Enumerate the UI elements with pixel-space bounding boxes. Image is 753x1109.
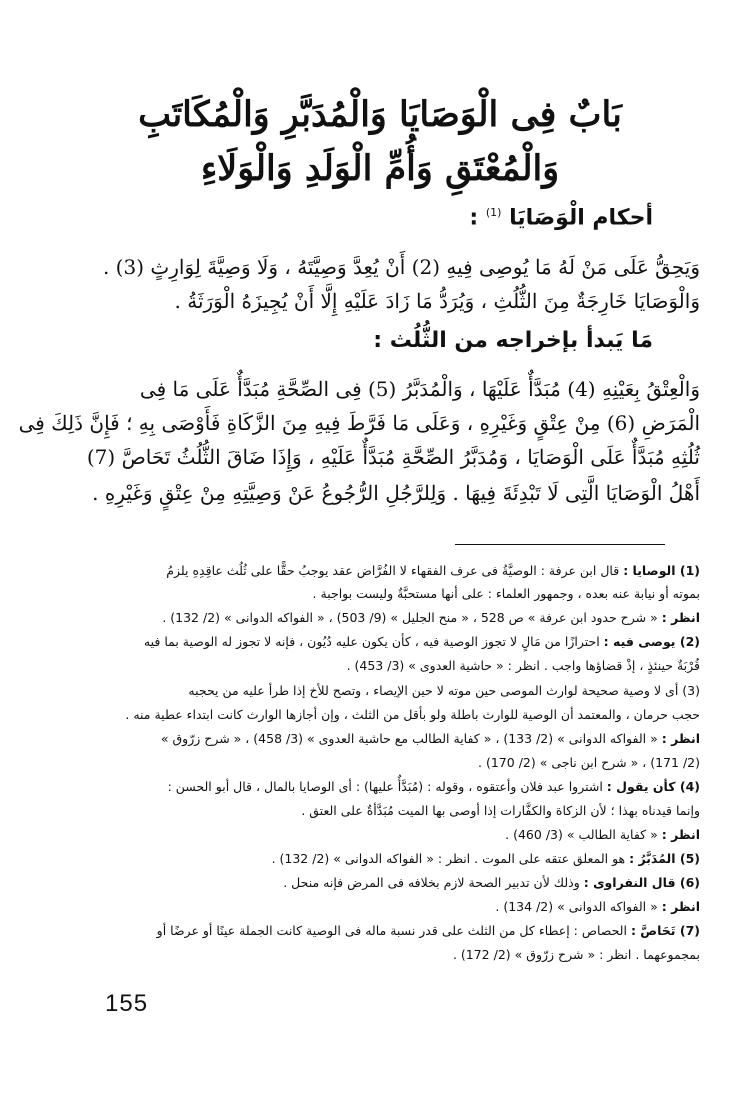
footnote-line: انظر : « الفواكه الدوانى » (2/ 134) .	[495, 899, 700, 914]
footnote-line: وإنما قيدناه بهذا ؛ لأن الزكاة والكفَّارات إذا أوصى بها الميت مُبَدَّأةٌ على العتق .	[301, 803, 700, 818]
footnote-line: (3) أى لا وصية صحيحة لوارث الموصى حين موته لا حين الإيصاء ، وتصح للأخ إذا طرأ عليه من يحجبه	[188, 683, 700, 698]
footnote-line: (1) الوصايا : قال ابن عرفة : الوصيَّةُ فى عرف الفقهاء لا الفُرَّاض عقد يوجبُ حقًّا على ثُلُث عاقِدِهِ يلزمُ	[166, 563, 700, 578]
footnote-line: انظر : « الفواكه الدوانى » (2/ 133) ، « كفاية الطالب مع حاشية العدوى » (3/ 458) ، « شرح زرّوق »	[160, 731, 700, 746]
section-heading-third: مَا يَبدأ بإخراجه من الثُّلُث :	[373, 328, 653, 353]
footnote-separator	[455, 544, 665, 545]
chapter-title-line-1: بَابٌ فِى الْوَصَايَا وَالْمُدَبَّرِ وَالْمُكَاتَبِ	[138, 94, 622, 135]
footnote-line: بمجموعهما . انظر : « شرح زرّوق » (2/ 172) .	[452, 947, 700, 962]
body-paragraph-line: وَالْوَصَايَا خَارِجَةٌ مِنَ الثُّلُثِ ، وَيُرَدُّ مَا زَادَ عَلَيْهِ إِلَّا أَنْ يُجِيزَهُ الْوَرَثَةُ .	[174, 289, 700, 313]
footnote-line: (4) كأن يقول : اشتروا عبد فلان وأعتقوه ، وقوله : (مُبَدَّأٌ عليها) : أى الوصايا بالمال ، قال أبو الحسن :	[167, 779, 700, 794]
body-paragraph-line: وَالْعِتْقُ بِعَيْنِهِ (4) مُبَدَّأٌ عَلَيْهَا ، وَالْمُدَبَّرُ (5) فِى الصِّحَّةِ مُبَدَّأٌ عَلَى مَا فِى	[139, 377, 700, 401]
footnote-ref: (1)	[485, 206, 502, 219]
footnote-line: انظر : « كفاية الطالب » (3/ 460) .	[505, 827, 700, 842]
body-paragraph-line: ثُلُثِهِ مُبَدَّأٌ عَلَى الْوَصَايَا ، وَمُدَبَّرُ الصِّحَّةِ مُبَدَّأٌ عَلَيْهِ ، وَإِذَا ضَاقَ الثُّلُثُ تَحَاصَّ (7)	[86, 445, 700, 469]
footnote-line: (7) تَحَاصَّ : الحصاص : إعطاء كل من الثلث على قدر نسبة ماله فى الوصية كانت الجملة عينًا أو عرضًا أو	[156, 923, 700, 938]
footnote-line: (6) قال النفراوى : وذلك لأن تدبير الصحة لازم بخلافه فى المرض فإنه منحل .	[283, 875, 700, 890]
body-paragraph-line: الْمَرَضِ (6) مِنْ عِتْقٍ وَغَيْرِهِ ، وَعَلَى مَا فَرَّطَ فِيهِ مِنَ الزَّكَاةِ فَأَوْصَى بِهِ ؛ فَإِنَّ ذَلِكَ فِى	[18, 411, 700, 435]
section-heading-text: أحكام الْوَصَايَا	[509, 205, 653, 231]
section-heading-wills	[93, 197, 653, 234]
footnote-line: انظر : « شرح حدود ابن عرفة » ص 528 ، « منح الجليل » (9/ 503) ، « الفواكه الدوانى » (2/ 132) .	[162, 610, 700, 625]
footnote-line: (2) يوصى فيه : احترازًا من مَالٍ لا تجوز الوصية فيه ، كأن يكون عليه دُيُون ، فإنه لا تجوز له الوصية بما فيه	[143, 634, 700, 649]
footnote-line: حجب حرمان ، والمعتمد أن الوصية للوارث باطلة ولو بأقل من الثلث ، وإن أجازها الوارث كانت ابتداء عطية منه .	[125, 707, 700, 722]
body-paragraph-line: أَهْلُ الْوَصَايَا الَّتِى لَا تَبْدِئَةَ فِيهَا . وَلِلرَّجُلِ الرُّجُوعُ عَنْ وَصِيَّتِهِ مِنْ عِتْقٍ وَغَيْرِهِ .	[92, 481, 700, 505]
footnote-line: قُرْبَةٌ حينئذٍ ، إذْ قضاؤها واجب . انظر : « حاشية العدوى » (3/ 453) .	[346, 658, 700, 673]
page-number: 155	[105, 990, 149, 1017]
heading-colon: :	[469, 205, 479, 231]
chapter-title-line-2: وَالْمُعْتَقِ وَأُمِّ الْوَلَدِ وَالْوَلَاءِ	[200, 148, 560, 189]
footnote-line: بموته أو نيابة عنه بعده ، وجمهور العلماء : على أنها مستحبَّةٌ وليست بواجبة .	[312, 586, 700, 601]
body-paragraph-line: وَيَحِقُّ عَلَى مَنْ لَهُ مَا يُوصِى فِيهِ (2) أَنْ يُعِدَّ وَصِيَّتَهُ ، وَلَا وَصِيَّةَ لِوَارِثٍ (3) .	[102, 255, 700, 279]
footnote-line: (2/ 171) ، « شرح ابن ناجى » (2/ 170) .	[478, 755, 700, 770]
footnote-line: (5) المُدَبَّرُ : هو المعلق عتقه على الموت . انظر : « الفواكه الدوانى » (2/ 132) .	[271, 851, 700, 866]
